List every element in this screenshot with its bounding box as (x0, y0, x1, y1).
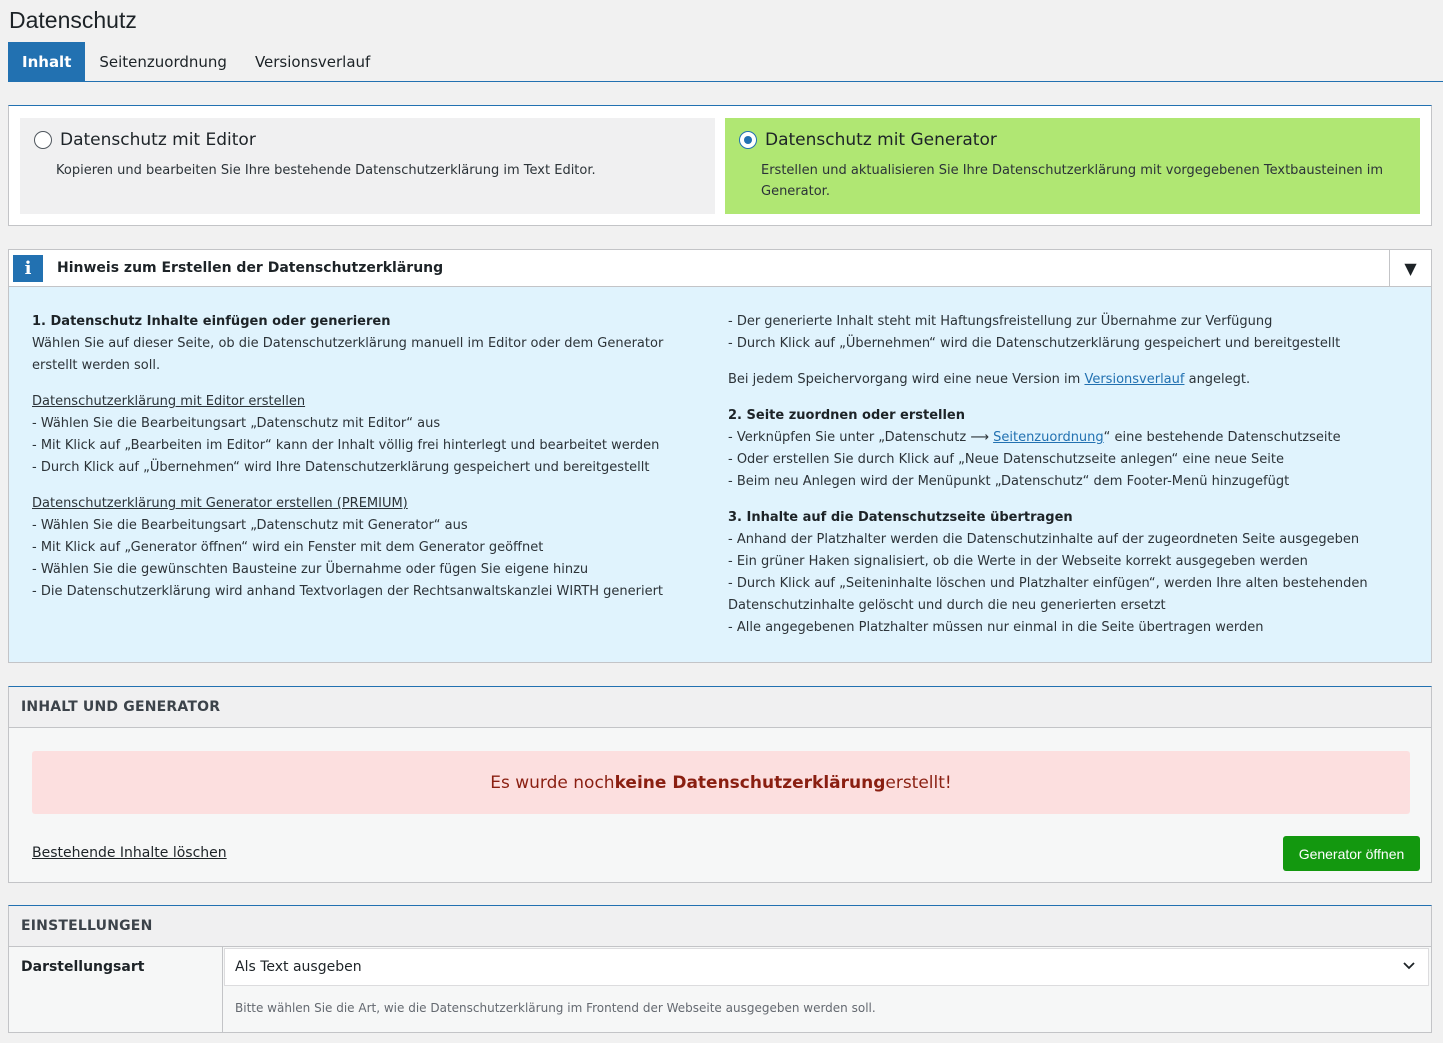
list-item: - Die Datenschutzerklärung wird anhand Textvorlagen der Rechtsanwaltskanzlei WIRTH generiert (32, 584, 664, 599)
list-item: - Mit Klick auf „Generator öffnen“ wird ein Fenster mit dem Generator geöffnet (32, 540, 544, 555)
no-privacy-policy-alert: Es wurde noch keine Datenschutzerklärung erstellt! (32, 751, 1410, 814)
list-item: - Ein grüner Haken signalisiert, ob die Werte in der Webseite korrekt ausgegeben werden (728, 554, 1308, 569)
mode-editor-desc: Kopieren und bearbeiten Sie Ihre bestehende Datenschutzerklärung im Text Editor. (56, 163, 596, 178)
mode-generator-option[interactable] (725, 118, 1420, 214)
delete-content-link[interactable]: Bestehende Inhalte löschen (32, 845, 227, 861)
display-mode-help: Bitte wählen Sie die Art, wie die Datenschutzerklärung im Frontend der Webseite ausgegeben werden soll. (235, 1001, 876, 1015)
mode-editor-radio[interactable] (34, 131, 52, 149)
notice-body (9, 287, 1431, 662)
open-generator-button[interactable]: Generator öffnen (1283, 836, 1420, 871)
list-item: - Mit Klick auf „Bearbeiten im Editor“ kann der Inhalt völlig frei hinterlegt und bearbeitet werden (32, 438, 660, 453)
step-3-heading: 3. Inhalte auf die Datenschutzseite übertragen (728, 510, 1073, 525)
list-item: - Durch Klick auf „Übernehmen“ wird Ihre Datenschutzerklärung gespeichert und bereitgestellt (32, 460, 650, 475)
generator-subheading: Datenschutzerklärung mit Generator erstellen (PREMIUM) (32, 496, 408, 511)
list-item: - Durch Klick auf „Seiteninhalte löschen und Platzhalter einfügen“, werden Ihre alten bestehenden Datenschutzinhalte gelöscht und durch die neu generierten ersetzt (728, 576, 1368, 613)
step-1-heading: 1. Datenschutz Inhalte einfügen oder generieren (32, 314, 391, 329)
tab-versionsverlauf[interactable]: Versionsverlauf (254, 52, 371, 71)
tab-seitenzuordnung[interactable]: Seitenzuordnung (99, 52, 227, 71)
mode-selector (8, 105, 1432, 226)
step-1-text: Wählen Sie auf dieser Seite, ob die Datenschutzerklärung manuell im Editor oder dem Generator erstellt werden soll. (32, 336, 664, 373)
display-mode-label: Darstellungsart (9, 947, 223, 1032)
mode-generator-desc: Erstellen und aktualisieren Sie Ihre Datenschutzerklärung mit vorgegebenen Textbausteinen im Generator. (761, 163, 1384, 199)
tab-bar (8, 42, 1443, 82)
mode-editor-option[interactable] (20, 118, 715, 214)
display-mode-select[interactable] (224, 948, 1429, 986)
notice-title: Hinweis zum Erstellen der Datenschutzerklärung (57, 260, 444, 276)
chevron-down-icon (1402, 958, 1416, 972)
notice-panel (8, 249, 1432, 663)
page-title: Datenschutz (9, 7, 137, 33)
list-item: - Der generierte Inhalt steht mit Haftungsfreistellung zur Übernahme zur Verfügung (728, 314, 1273, 329)
list-item: - Oder erstellen Sie durch Klick auf „Neue Datenschutzseite anlegen“ eine neue Seite (728, 452, 1284, 467)
content-generator-panel (8, 686, 1432, 883)
mode-generator-title: Datenschutz mit Generator (765, 130, 997, 150)
list-item: - Alle angegebenen Platzhalter müssen nur einmal in die Seite übertragen werden (728, 620, 1264, 635)
info-icon: i (13, 255, 43, 282)
notice-header[interactable] (9, 250, 1431, 287)
display-mode-field (223, 947, 1431, 1032)
list-item: - Wählen Sie die gewünschten Bausteine zur Übernahme oder fügen Sie eigene hinzu (32, 562, 589, 577)
notice-right-column (728, 311, 1418, 639)
display-mode-value: Als Text ausgeben (235, 959, 362, 975)
version-note: Bei jedem Speichervorgang wird eine neue Version im Versionsverlauf angelegt. (728, 372, 1251, 387)
settings-panel (8, 905, 1432, 1033)
list-item: - Anhand der Platzhalter werden die Datenschutzinhalte auf der zugeordneten Seite ausgegeben (728, 532, 1360, 547)
list-item: - Beim neu Anlegen wird der Menüpunkt „Datenschutz“ dem Footer-Menü hinzugefügt (728, 474, 1290, 489)
content-panel-heading: INHALT UND GENERATOR (9, 687, 1431, 728)
tab-inhalt[interactable]: Inhalt (8, 42, 85, 81)
settings-heading: EINSTELLUNGEN (9, 906, 1431, 947)
settings-row (9, 947, 1431, 1032)
list-item: - Durch Klick auf „Übernehmen“ wird die Datenschutzerklärung gespeichert und bereitgestellt (728, 336, 1341, 351)
list-item: - Wählen Sie die Bearbeitungsart „Datenschutz mit Editor“ aus (32, 416, 441, 431)
seitenzuordnung-link[interactable]: Seitenzuordnung (993, 430, 1104, 445)
list-item: - Wählen Sie die Bearbeitungsart „Datenschutz mit Generator“ aus (32, 518, 468, 533)
step-2-heading: 2. Seite zuordnen oder erstellen (728, 408, 965, 423)
editor-subheading: Datenschutzerklärung mit Editor erstellen (32, 394, 306, 409)
notice-left-column (32, 311, 712, 603)
collapse-toggle-icon[interactable]: ▼ (1389, 250, 1431, 286)
versionsverlauf-link[interactable]: Versionsverlauf (1084, 372, 1185, 387)
mode-generator-radio[interactable] (739, 131, 757, 149)
list-item: - Verknüpfen Sie unter „Datenschutz ⟶ Seitenzuordnung“ eine bestehende Datenschutzseite (728, 430, 1341, 445)
mode-editor-title: Datenschutz mit Editor (60, 130, 256, 150)
